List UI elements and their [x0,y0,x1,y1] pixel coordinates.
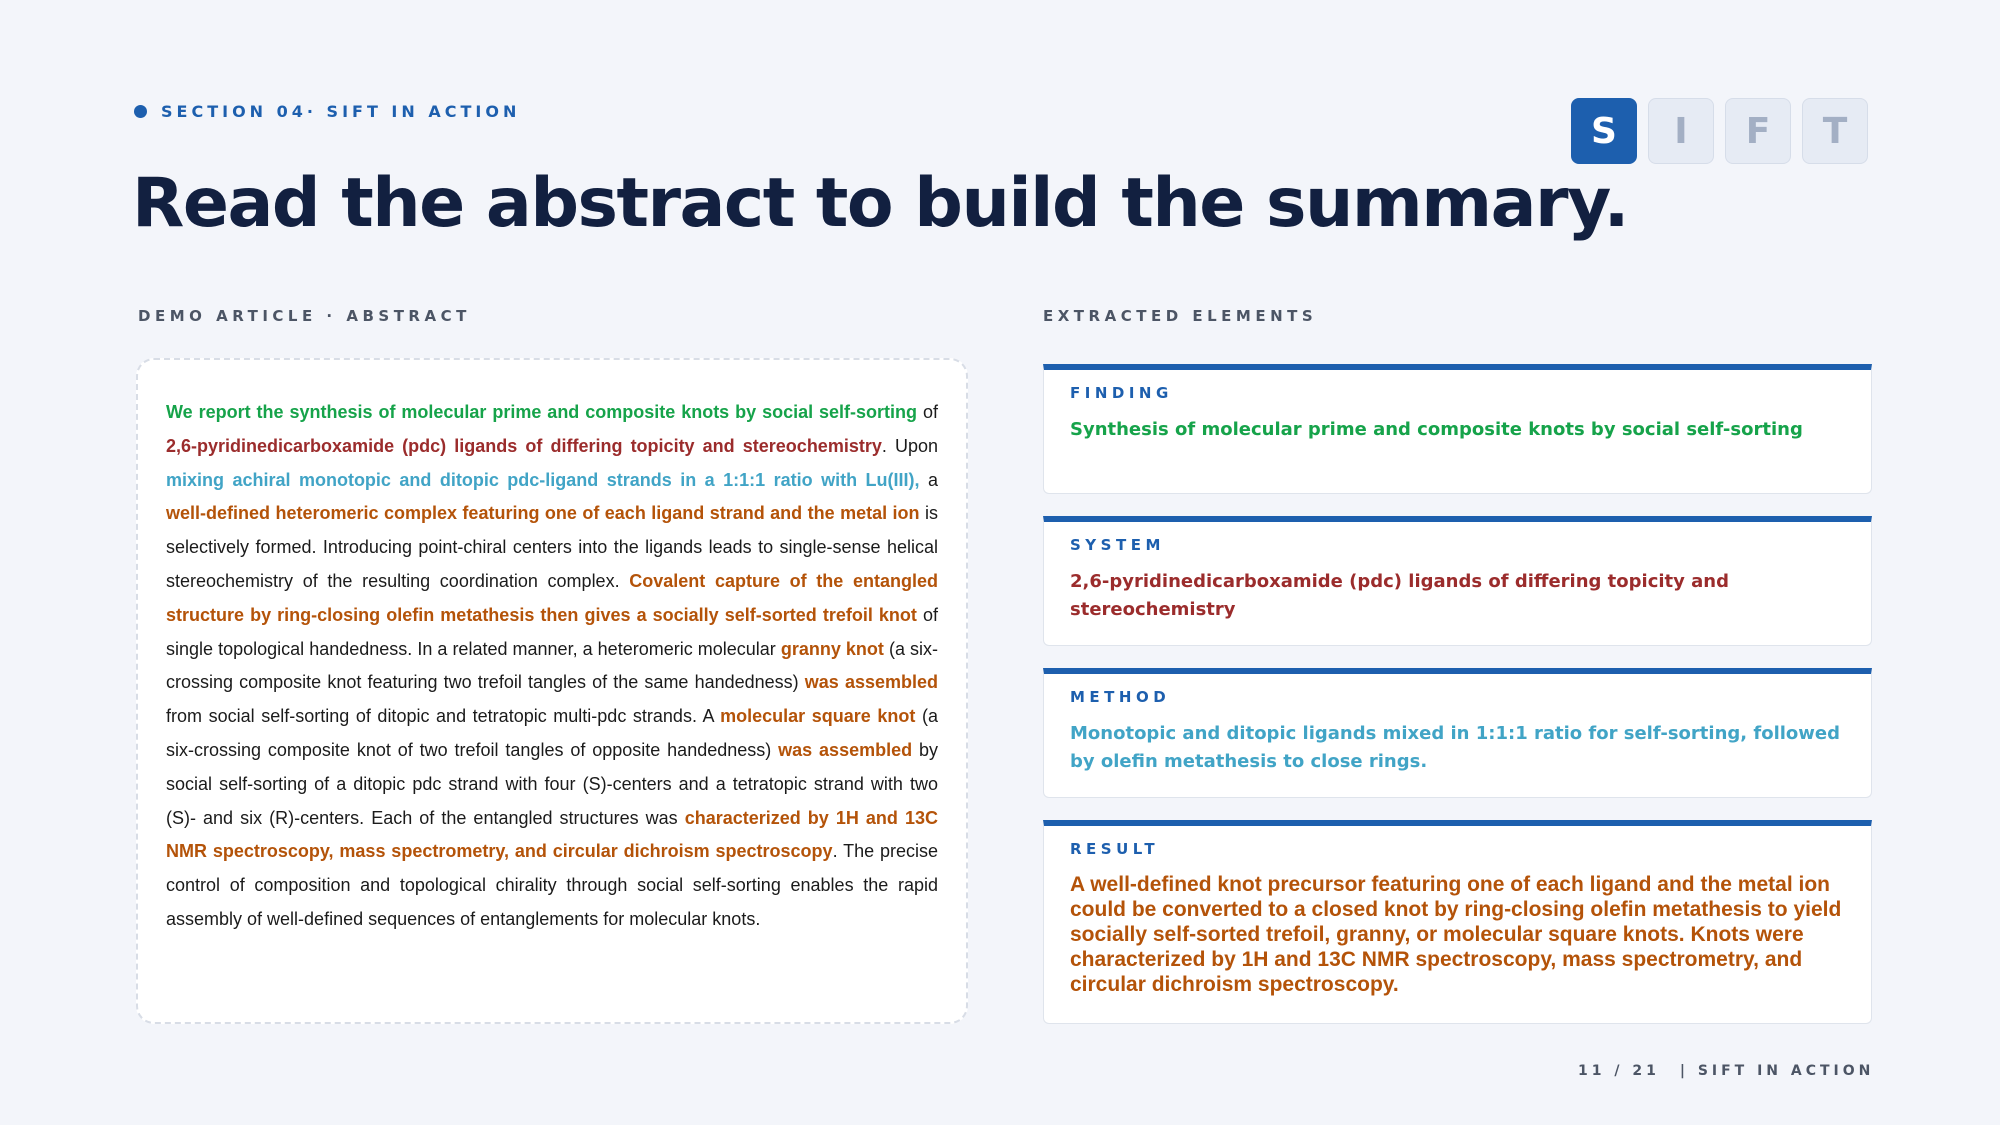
highlight-result: characterized by 1H and 13C NMR spectroscopy, mass spectrometry, and circular dichroism spectroscopy [166,807,938,862]
footer-section: | SIFT IN ACTION [1679,1063,1875,1079]
sift-tile-i[interactable]: I [1648,98,1714,164]
section-label-text: SECTION 04· SIFT IN ACTION [161,102,521,121]
card-system-text: 2,6-pyridinedicarboxamide (pdc) ligands of differing topicity and stereochemistry [1070,571,1729,620]
abstract-segment: (a six-crossing composite knot of two trefoil tangles of opposite handedness) [166,706,939,760]
abstract-segment: a [919,469,938,490]
card-result-text: A well-defined knot precursor featuring one of each ligand and the metal ion could be converted to a closed knot by ring-closing olefin metathesis to yield socially self-sorted trefoil, granny, or molecular square knots. Knots were characterized by 1H and 13C NMR spectroscopy, mass spectrometry, and circular dichroism spectroscopy. [1070,873,1842,996]
card-system [1043,516,1872,646]
abstract-panel [136,358,968,1024]
card-system-label: SYSTEM [1070,536,1165,554]
highlight-result: was assembled [804,672,939,693]
extracted-heading: EXTRACTED ELEMENTS [1043,307,1318,325]
abstract-heading: DEMO ARTICLE · ABSTRACT [138,307,471,325]
highlight-method: mixing achiral monotopic and ditopic pdc-ligand strands in a 1:1:1 ratio with Lu(III), [166,469,920,490]
abstract-segment: (a six-crossing composite knot featuring two trefoil tangles of the same handedness) [166,638,938,693]
abstract-segment: from social self-sorting of ditopic and tetratopic multi-pdc strands. A [166,706,721,727]
section-label [134,102,520,121]
card-finding [1043,364,1872,494]
highlight-result: Covalent capture of the entangled structure by ring-closing olefin metathesis then gives a socially self-sorted trefoil knot [166,570,938,625]
page-number: 11 / 21 [1578,1063,1660,1079]
section-dot-icon [134,105,147,118]
card-method [1043,668,1872,798]
abstract-segment: is selectively formed. Introducing point-chiral centers into the ligands leads to single-sense helical stereochemistry of the resulting coordination complex. [166,503,938,591]
highlight-system: 2,6-pyridinedicarboxamide (pdc) ligands of differing topicity and stereochemistry [166,435,882,456]
highlight-result: was assembled [778,739,913,760]
card-result [1043,820,1872,1024]
card-method-text: Monotopic and ditopic ligands mixed in 1:1:1 ratio for self-sorting, followed by olefin metathesis to close rings. [1070,723,1840,772]
highlight-result: molecular square knot [720,706,916,727]
sift-tile-t[interactable]: T [1802,98,1868,164]
card-result-label: RESULT [1070,840,1160,858]
highlight-result: well-defined heteromeric complex featuring one of each ligand strand and the metal ion [166,503,920,524]
page-title: Read the abstract to build the summary. [132,164,1628,243]
highlight-finding: We report the synthesis of molecular prime and composite knots by social self-sorting [166,402,918,422]
abstract-segment: . Upon [881,435,938,456]
highlight-result: granny knot [780,638,884,659]
abstract-segment: by social self-sorting of a ditopic pdc strand with four (S)-centers and a tetratopic strand with two (S)- and six (R)-centers. Each of the entangled structures was [166,739,939,828]
abstract-segment: of single topological handedness. In a related manner, a heteromeric molecular [166,604,939,659]
card-finding-label: FINDING [1070,384,1173,402]
card-method-label: METHOD [1070,688,1171,706]
card-finding-text: Synthesis of molecular prime and composite knots by social self-sorting [1070,419,1803,440]
sift-tile-f[interactable]: F [1725,98,1791,164]
sift-progress [1571,98,1868,164]
abstract-segment: . The precise control of composition and topological chirality through social self-sorting enables the rapid assembly of well-defined sequences of entanglements for molecular knots. [166,841,938,929]
footer [1578,1063,1874,1079]
sift-tile-s[interactable]: S [1571,98,1637,164]
abstract-segment: of [917,402,938,422]
abstract-text [166,396,938,937]
